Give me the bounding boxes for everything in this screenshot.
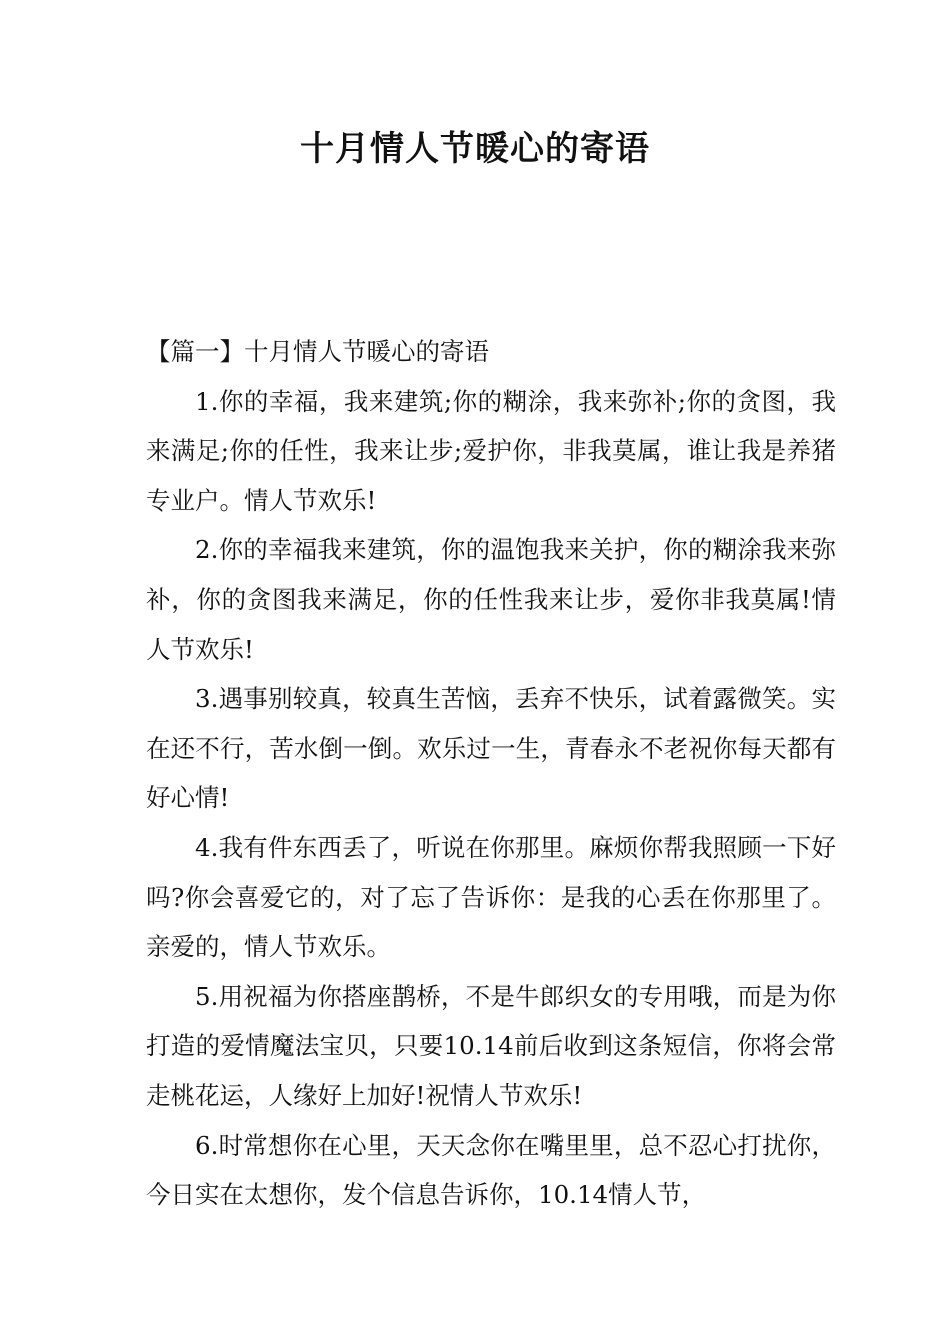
paragraph-1: 1.你的幸福，我来建筑;你的糊涂，我来弥补;你的贪图，我来满足;你的任性，我来让步;爱护你，非我莫属，谁让我是养猪专业户。情人节欢乐!: [146, 386, 836, 515]
paragraph-6: 6.时常想你在心里，天天念你在嘴里里，总不忍心打扰你，今日实在太想你，发个信息告诉你，10.14情人节，: [146, 1130, 836, 1210]
paragraph-4: 4.我有件东西丢了，听说在你那里。麻烦你帮我照顾一下好吗?你会喜爱它的，对了忘了告诉你：是我的心丢在你那里了。亲爱的，情人节欢乐。: [146, 832, 836, 962]
section-heading: 【篇一】十月情人节暖心的寄语: [146, 337, 489, 366]
paragraph-2: 2.你的幸福我来建筑，你的温饱我来关护，你的糊涂我来弥补，你的贪图我来满足，你的任性我来让步，爱你非我莫属!情人节欢乐!: [146, 535, 836, 664]
document-title: 十月情人节暖心的寄语: [300, 129, 650, 169]
paragraph-5: 5.用祝福为你搭座鹊桥，不是牛郎织女的专用哦，而是为你打造的爱情魔法宝贝，只要10.14前后收到这条短信，你将会常走桃花运，人缘好上加好!祝情人节欢乐!: [146, 981, 836, 1110]
paragraph-3: 3.遇事别较真，较真生苦恼，丢弃不快乐，试着露微笑。实在还不行，苦水倒一倒。欢乐过一生，青春永不老祝你每天都有好心情!: [146, 684, 836, 813]
document-body: [146, 327, 836, 1220]
